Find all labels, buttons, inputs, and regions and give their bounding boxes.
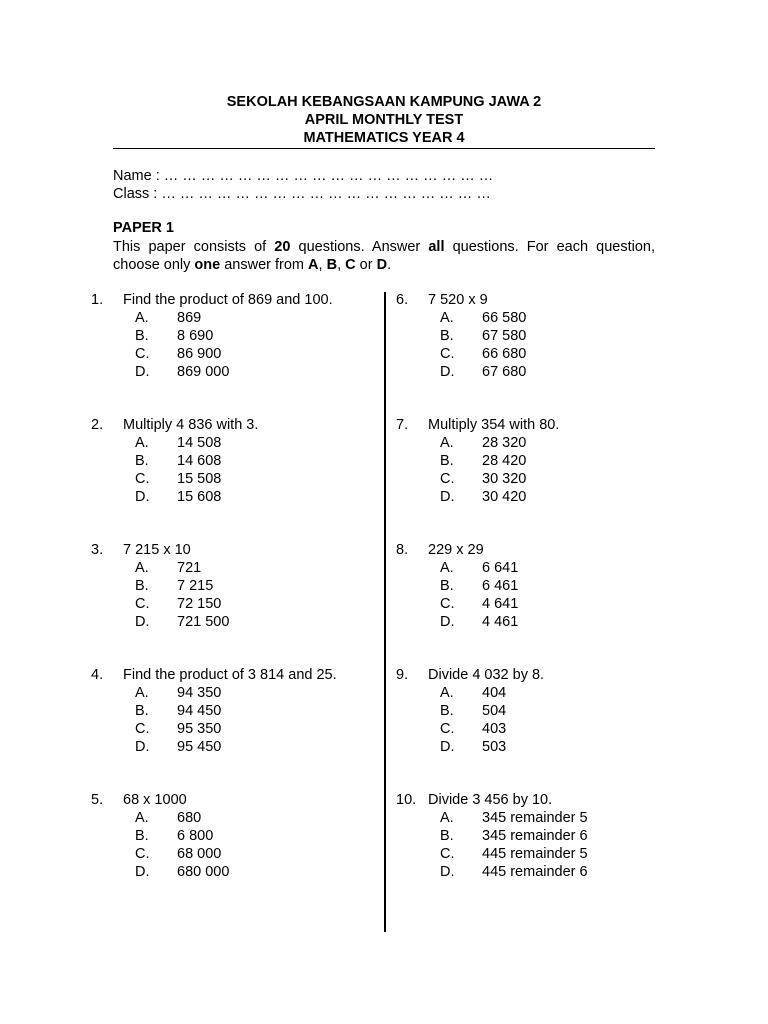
option-value: 95 450 <box>177 739 222 755</box>
option-value: 345 remainder 6 <box>482 828 588 844</box>
option-value: 30 320 <box>482 471 527 487</box>
option-letter: B. <box>135 578 149 594</box>
option-letter: C. <box>440 346 455 362</box>
answer-option <box>396 614 676 632</box>
subject-title: MATHEMATICS YEAR 4 <box>303 130 465 146</box>
option-value: 66 680 <box>482 346 527 362</box>
option-letter: D. <box>440 739 455 755</box>
option-letter: D. <box>135 739 150 755</box>
option-letter: B. <box>440 828 454 844</box>
question <box>396 542 676 634</box>
answer-option <box>91 810 371 828</box>
option-letter: C. <box>135 346 150 362</box>
paper-title: PAPER 1 <box>113 220 174 236</box>
answer-option <box>396 596 676 614</box>
option-value: 404 <box>482 685 507 701</box>
question <box>396 292 676 384</box>
option-letter: A. <box>135 310 149 326</box>
option-value: 869 <box>177 310 202 326</box>
option-value: 67 580 <box>482 328 527 344</box>
answer-option <box>91 328 371 346</box>
option-value: 7 215 <box>177 578 214 594</box>
option-value: 72 150 <box>177 596 222 612</box>
answer-option <box>396 721 676 739</box>
question <box>91 542 371 634</box>
question-text: 7 520 x 9 <box>428 292 488 308</box>
question-number: 5. <box>91 792 104 808</box>
option-value: 67 680 <box>482 364 527 380</box>
question <box>91 292 371 384</box>
instructions: This paper consists of 20 questions. Answer all questions. For each question, choose only one answer from A, B, C or D. <box>113 239 655 273</box>
option-letter: A. <box>440 435 454 451</box>
question-number: 2. <box>91 417 104 433</box>
option-value: 680 <box>177 810 202 826</box>
option-value: 86 900 <box>177 346 222 362</box>
answer-option <box>91 596 371 614</box>
answer-option <box>396 328 676 346</box>
option-value: 14 508 <box>177 435 222 451</box>
answer-option <box>396 453 676 471</box>
question <box>396 792 676 884</box>
option-value: 403 <box>482 721 507 737</box>
question-number: 4. <box>91 667 104 683</box>
question-number: 6. <box>396 292 409 308</box>
option-letter: B. <box>135 453 149 469</box>
answer-option <box>91 489 371 507</box>
answer-option <box>91 721 371 739</box>
answer-option <box>396 578 676 596</box>
option-value: 4 461 <box>482 614 519 630</box>
option-letter: C. <box>135 846 150 862</box>
answer-option <box>91 864 371 882</box>
option-letter: B. <box>135 828 149 844</box>
option-value: 68 000 <box>177 846 222 862</box>
option-letter: D. <box>135 614 150 630</box>
answer-option <box>91 471 371 489</box>
answer-option <box>91 364 371 382</box>
school-name: SEKOLAH KEBANGSAAN KAMPUNG JAWA 2 <box>226 94 542 110</box>
option-value: 6 800 <box>177 828 214 844</box>
option-letter: C. <box>440 596 455 612</box>
question-number: 1. <box>91 292 104 308</box>
option-value: 503 <box>482 739 507 755</box>
answer-option <box>91 614 371 632</box>
option-letter: A. <box>440 560 454 576</box>
answer-option <box>91 846 371 864</box>
option-letter: C. <box>135 596 150 612</box>
question-text: Multiply 354 with 80. <box>428 417 560 433</box>
question-text: Divide 3 456 by 10. <box>428 792 553 808</box>
answer-option <box>396 489 676 507</box>
answer-option <box>91 453 371 471</box>
option-value: 30 420 <box>482 489 527 505</box>
answer-option <box>396 703 676 721</box>
answer-option <box>396 364 676 382</box>
answer-option <box>91 703 371 721</box>
question-text: Multiply 4 836 with 3. <box>123 417 259 433</box>
option-value: 66 580 <box>482 310 527 326</box>
option-letter: A. <box>440 310 454 326</box>
option-letter: A. <box>135 685 149 701</box>
answer-option <box>91 346 371 364</box>
option-letter: C. <box>440 471 455 487</box>
option-value: 721 <box>177 560 202 576</box>
option-value: 28 420 <box>482 453 527 469</box>
column-divider <box>384 292 386 932</box>
option-letter: B. <box>440 578 454 594</box>
answer-option <box>396 560 676 578</box>
option-letter: A. <box>440 685 454 701</box>
answer-option <box>396 810 676 828</box>
option-value: 14 608 <box>177 453 222 469</box>
question-text: 229 x 29 <box>428 542 484 558</box>
question <box>91 417 371 509</box>
answer-option <box>91 560 371 578</box>
option-value: 680 000 <box>177 864 230 880</box>
answer-option <box>396 435 676 453</box>
option-letter: B. <box>135 703 149 719</box>
option-letter: D. <box>440 489 455 505</box>
option-letter: D. <box>440 864 455 880</box>
option-letter: D. <box>135 364 150 380</box>
option-letter: B. <box>135 328 149 344</box>
option-letter: C. <box>135 471 150 487</box>
option-letter: A. <box>135 810 149 826</box>
question-number: 7. <box>396 417 409 433</box>
option-letter: C. <box>440 721 455 737</box>
class-field: Class : … … … … … … … … … … … … … … … … … … <box>113 186 491 202</box>
option-value: 94 350 <box>177 685 222 701</box>
option-letter: D. <box>135 864 150 880</box>
option-value: 28 320 <box>482 435 527 451</box>
option-value: 95 350 <box>177 721 222 737</box>
test-title: APRIL MONTHLY TEST <box>304 112 464 128</box>
question-text: Divide 4 032 by 8. <box>428 667 545 683</box>
question-number: 3. <box>91 542 104 558</box>
question <box>396 667 676 759</box>
header-rule <box>113 148 655 149</box>
answer-option <box>91 578 371 596</box>
question-number: 9. <box>396 667 409 683</box>
option-value: 15 508 <box>177 471 222 487</box>
option-value: 4 641 <box>482 596 519 612</box>
question <box>91 667 371 759</box>
answer-option <box>91 435 371 453</box>
answer-option <box>396 828 676 846</box>
question <box>396 417 676 509</box>
option-letter: A. <box>135 560 149 576</box>
answer-option <box>91 310 371 328</box>
answer-option <box>396 846 676 864</box>
answer-option <box>396 471 676 489</box>
answer-option <box>396 685 676 703</box>
question-number: 10. <box>396 792 417 808</box>
option-value: 94 450 <box>177 703 222 719</box>
option-letter: D. <box>135 489 150 505</box>
option-value: 6 641 <box>482 560 519 576</box>
option-value: 345 remainder 5 <box>482 810 588 826</box>
name-field: Name : … … … … … … … … … … … … … … … … … … <box>113 168 494 184</box>
option-value: 869 000 <box>177 364 230 380</box>
answer-option <box>91 685 371 703</box>
option-letter: B. <box>440 328 454 344</box>
question-text: 68 x 1000 <box>123 792 187 808</box>
option-value: 15 608 <box>177 489 222 505</box>
option-letter: B. <box>440 453 454 469</box>
option-letter: A. <box>135 435 149 451</box>
option-value: 445 remainder 5 <box>482 846 588 862</box>
question-text: Find the product of 3 814 and 25. <box>123 667 337 683</box>
answer-option <box>396 346 676 364</box>
option-letter: B. <box>440 703 454 719</box>
question-number: 8. <box>396 542 409 558</box>
option-letter: C. <box>440 846 455 862</box>
question-text: Find the product of 869 and 100. <box>123 292 333 308</box>
option-value: 445 remainder 6 <box>482 864 588 880</box>
option-value: 8 690 <box>177 328 214 344</box>
option-letter: C. <box>135 721 150 737</box>
option-value: 721 500 <box>177 614 230 630</box>
option-value: 504 <box>482 703 507 719</box>
option-letter: D. <box>440 614 455 630</box>
question <box>91 792 371 884</box>
answer-option <box>396 864 676 882</box>
answer-option <box>396 310 676 328</box>
option-letter: A. <box>440 810 454 826</box>
answer-option <box>91 828 371 846</box>
answer-option <box>91 739 371 757</box>
answer-option <box>396 739 676 757</box>
question-text: 7 215 x 10 <box>123 542 191 558</box>
option-value: 6 461 <box>482 578 519 594</box>
option-letter: D. <box>440 364 455 380</box>
